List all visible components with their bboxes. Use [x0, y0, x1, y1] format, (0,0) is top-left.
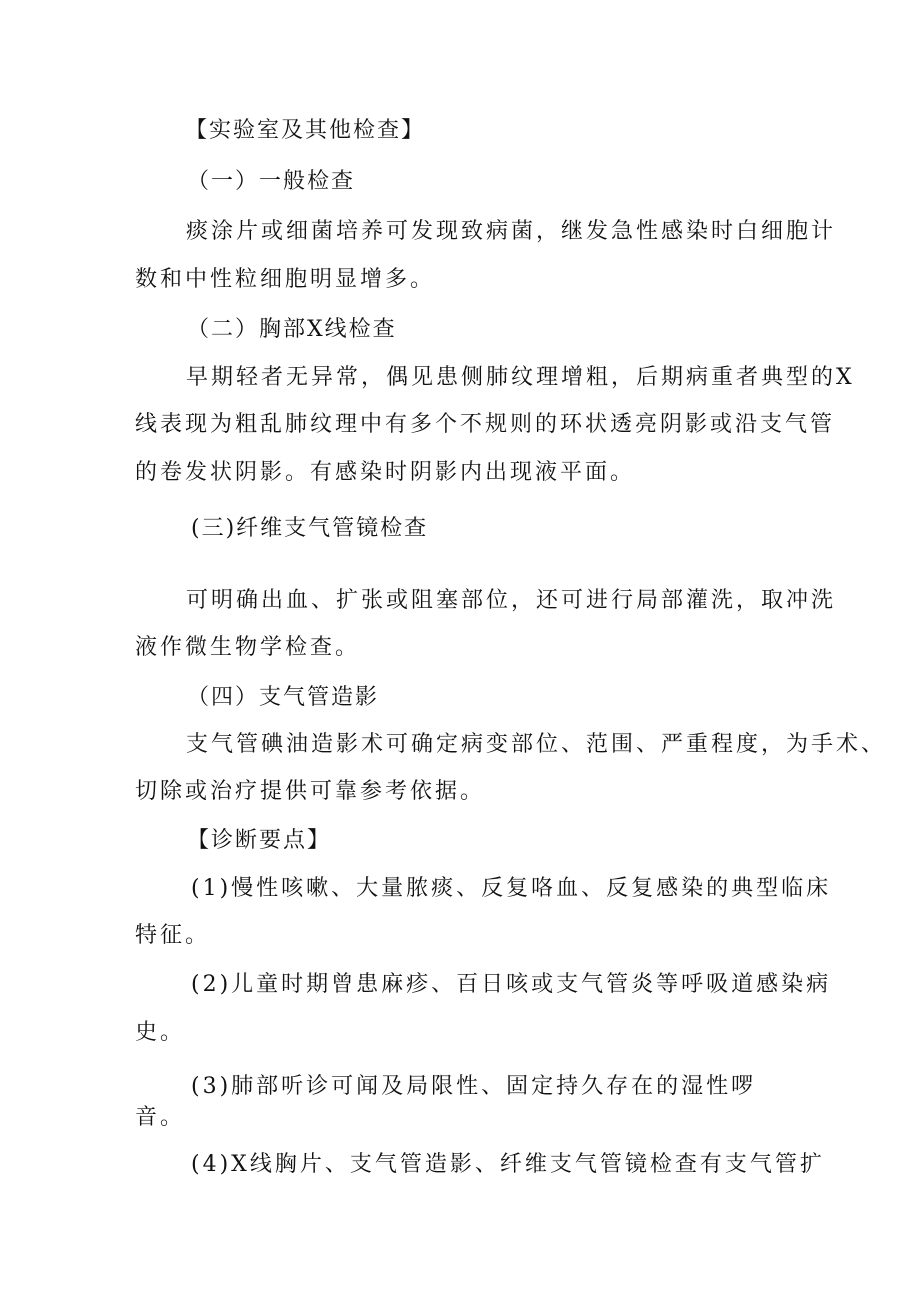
section-heading-diagnosis: 【诊断要点】 [187, 828, 332, 853]
paragraph-line: 可明确出血、扩张或阻塞部位，还可进行局部灌洗，取冲洗 [186, 588, 837, 613]
diagnosis-point-line: 音。 [135, 1105, 186, 1130]
paragraph-line: 数和中性粒细胞明显增多。 [135, 267, 436, 292]
subheading-bronchography: （四）支气管造影 [187, 685, 380, 710]
paragraph-line: 液作微生物学检查。 [135, 635, 361, 660]
paragraph-line: 的卷发状阴影。有感染时阴影内出现液平面。 [135, 460, 636, 485]
paragraph-line: 痰涂片或细菌培养可发现致病菌，继发急性感染时白细胞计 [186, 219, 837, 244]
diagnosis-point-line: (3)肺部听诊可闻及局限性、固定持久存在的湿性啰 [191, 1074, 757, 1099]
diagnosis-point-line: (1)慢性咳嗽、大量脓痰、反复咯血、反复感染的典型临床 [191, 876, 832, 901]
diagnosis-point-line: 史。 [135, 1020, 186, 1045]
section-heading-lab-exams: 【实验室及其他检查】 [185, 118, 426, 143]
paragraph-line: 早期轻者无异常，偶见患侧肺纹理增粗，后期病重者典型的X [186, 365, 855, 390]
paragraph-line: 支气管碘油造影术可确定病变部位、范围、严重程度，为手术、 [186, 732, 887, 757]
diagnosis-point-line: 特征。 [135, 923, 211, 948]
subheading-bronchoscopy: (三)纤维支气管镜检查 [191, 516, 429, 541]
paragraph-line: 线表现为粗乱肺纹理中有多个不规则的环状透亮阴影或沿支气管 [135, 412, 836, 437]
paragraph-line: 切除或治疗提供可靠参考依据。 [135, 779, 486, 804]
diagnosis-point-line: (4)X线胸片、支气管造影、纤维支气管镜检查有支气管扩 [191, 1152, 825, 1177]
subheading-chest-xray: （二）胸部X线检查 [187, 317, 397, 342]
subheading-general-exam: （一）一般检查 [187, 169, 356, 194]
diagnosis-point-line: (2)儿童时期曾患麻疹、百日咳或支气管炎等呼吸道感染病 [191, 972, 832, 997]
